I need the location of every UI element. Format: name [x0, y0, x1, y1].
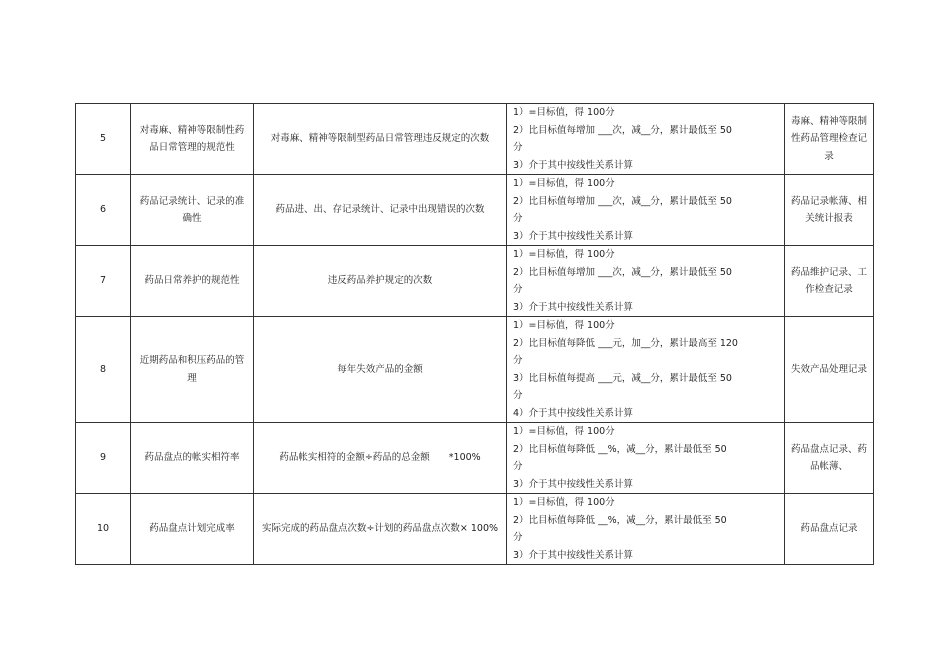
rule-line: 分 — [513, 390, 523, 401]
rule-line: 3）介于其中按线性关系计算 — [513, 478, 634, 490]
data-source: 药品记录帐薄、相关统计报表 — [785, 175, 874, 246]
rule-line: 分 — [513, 532, 523, 543]
rule-line: 2）比目标值每增加 ___次，减__分，累计最低至 50 — [513, 266, 732, 278]
kpi-definition: 实际完成的药品盘点次数÷计划的药品盘点次数× 100% — [254, 494, 507, 565]
kpi-item: 药品盘点的帐实相符率 — [131, 423, 254, 494]
rule-line: 4）介于其中按线性关系计算 — [513, 407, 634, 419]
kpi-definition: 药品进、出、存记录统计、记录中出现错误的次数 — [254, 175, 507, 246]
rule-line: 3）介于其中按线性关系计算 — [513, 230, 634, 242]
rule-line: 3）比目标值每提高 ___元，减__分，累计最低至 50 — [513, 372, 732, 384]
scoring-rules — [507, 494, 785, 565]
rule-line: 分 — [513, 213, 523, 224]
table-row — [76, 317, 874, 423]
rule-line: 1）=目标值，得 100分 — [513, 497, 615, 508]
rule-line: 3）介于其中按线性关系计算 — [513, 301, 634, 313]
rule-line: 3）介于其中按线性关系计算 — [513, 549, 634, 561]
scoring-rules — [507, 104, 785, 175]
rule-line: 分 — [513, 142, 523, 153]
table-row — [76, 175, 874, 246]
table-row — [76, 494, 874, 565]
kpi-definition: 对毒麻、精神等限制型药品日常管理违反规定的次数 — [254, 104, 507, 175]
row-number: 9 — [76, 423, 131, 494]
data-source: 药品盘点记录、药品帐薄、 — [785, 423, 874, 494]
row-number: 7 — [76, 246, 131, 317]
data-source: 药品维护记录、工作检查记录 — [785, 246, 874, 317]
scoring-rules — [507, 246, 785, 317]
rule-line: 1）=目标值，得 100分 — [513, 320, 615, 331]
kpi-item: 近期药品和积压药品的管理 — [131, 317, 254, 423]
rule-line: 2）比目标值每降低 __%，减__分，累计最低至 50 — [513, 514, 727, 526]
rule-line: 2）比目标值每降低 ___元，加__分，累计最高至 120 — [513, 337, 738, 349]
rule-line: 分 — [513, 284, 523, 295]
rule-line: 2）比目标值每降低 __%，减__分，累计最低至 50 — [513, 443, 727, 455]
scoring-rules — [507, 317, 785, 423]
data-source: 毒麻、精神等限制性药品管理检查记录 — [785, 104, 874, 175]
row-number: 5 — [76, 104, 131, 175]
kpi-definition: 药品帐实相符的金额÷药品的总金额 *100% — [254, 423, 507, 494]
rule-line: 1）=目标值，得 100分 — [513, 178, 615, 189]
table-row — [76, 104, 874, 175]
kpi-item: 药品日常养护的规范性 — [131, 246, 254, 317]
row-number: 6 — [76, 175, 131, 246]
rule-line: 1）=目标值，得 100分 — [513, 426, 615, 437]
rule-line: 分 — [513, 461, 523, 472]
row-number: 10 — [76, 494, 131, 565]
table-row — [76, 246, 874, 317]
kpi-item: 药品记录统计、记录的准确性 — [131, 175, 254, 246]
scoring-rules — [507, 175, 785, 246]
rule-line: 1）=目标值，得 100分 — [513, 107, 615, 118]
rule-line: 1）=目标值，得 100分 — [513, 249, 615, 260]
rule-line: 3）介于其中按线性关系计算 — [513, 159, 634, 171]
data-source: 失效产品处理记录 — [785, 317, 874, 423]
kpi-item: 药品盘点计划完成率 — [131, 494, 254, 565]
kpi-table — [75, 103, 874, 565]
table-row — [76, 423, 874, 494]
rule-line: 2）比目标值每增加 ___次，减__分，累计最低至 50 — [513, 195, 732, 207]
kpi-item: 对毒麻、精神等限制性药品日常管理的规范性 — [131, 104, 254, 175]
kpi-definition: 每年失效产品的金额 — [254, 317, 507, 423]
scoring-rules — [507, 423, 785, 494]
data-source: 药品盘点记录 — [785, 494, 874, 565]
rule-line: 分 — [513, 355, 523, 366]
kpi-definition: 违反药品养护规定的次数 — [254, 246, 507, 317]
row-number: 8 — [76, 317, 131, 423]
rule-line: 2）比目标值每增加 ___次，减__分，累计最低至 50 — [513, 124, 732, 136]
